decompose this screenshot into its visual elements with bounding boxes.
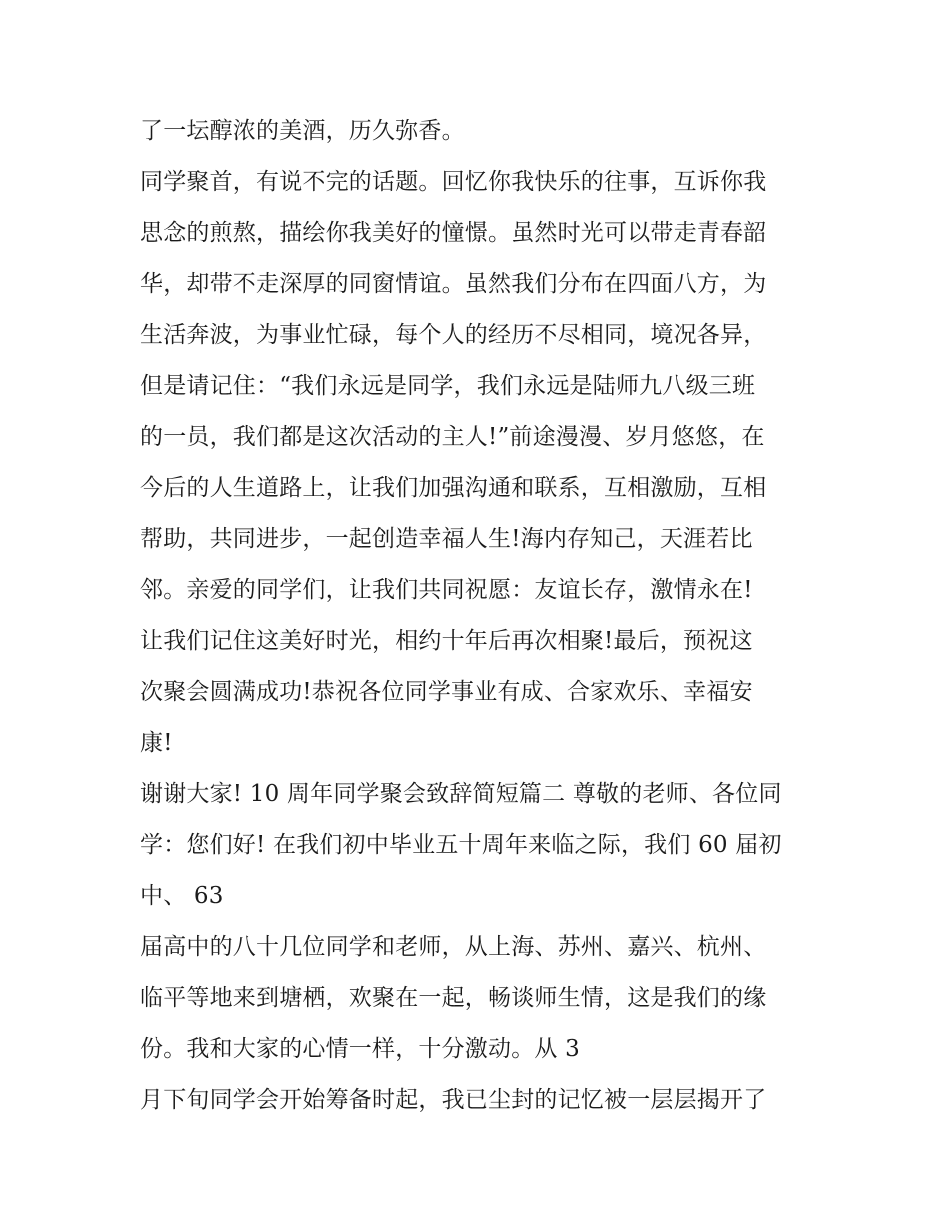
text-line: 康!	[140, 730, 173, 756]
text-line: 的一员，我们都是这次活动的主人!”前途漫漫、岁月悠悠，在	[140, 424, 765, 450]
text-line: 让我们记住这美好时光，相约十年后再次相聚!最后，预祝这	[140, 628, 753, 654]
text-line: 今后的人生道路上，让我们加强沟通和联系，互相激励，互相	[140, 475, 767, 501]
text-line: 中、 63	[140, 883, 224, 909]
text-line: 生活奔波，为事业忙碌，每个人的经历不尽相同，境况各异，	[140, 322, 767, 348]
text-line: 次聚会圆满成功!恭祝各位同学事业有成、合家欢乐、幸福安	[140, 679, 753, 705]
text-line: 临平等地来到塘栖，欢聚在一起，畅谈师生情，这是我们的缘	[140, 985, 767, 1011]
body-text	[140, 106, 820, 1126]
text-line: 谢谢大家! 10 周年同学聚会致辞简短篇二 尊敬的老师、各位同	[140, 781, 782, 807]
text-line: 邻。亲爱的同学们，让我们共同祝愿：友谊长存，激情永在!	[140, 577, 753, 603]
text-line: 学：您们好! 在我们初中毕业五十周年来临之际，我们 60 届初	[140, 832, 782, 858]
text-line: 帮助，共同进步，一起创造幸福人生!海内存知己，天涯若比	[140, 526, 753, 552]
text-line: 了一坛醇浓的美酒，历久弥香。	[140, 118, 465, 144]
text-line: 届高中的八十几位同学和老师，从上海、苏州、嘉兴、杭州、	[140, 934, 767, 960]
text-line: 思念的煎熬，描绘你我美好的憧憬。虽然时光可以带走青春韶	[140, 220, 767, 246]
text-line: 华，却带不走深厚的同窗情谊。虽然我们分布在四面八方，为	[140, 271, 767, 297]
text-line: 同学聚首，有说不完的话题。回忆你我快乐的往事，互诉你我	[140, 169, 767, 195]
text-line: 月下旬同学会开始筹备时起，我已尘封的记忆被一层层揭开了	[140, 1087, 767, 1113]
text-line: 但是请记住：“我们永远是同学，我们永远是陆师九八级三班	[140, 373, 756, 399]
text-line: 份。我和大家的心情一样，十分激动。从 3	[140, 1036, 580, 1062]
